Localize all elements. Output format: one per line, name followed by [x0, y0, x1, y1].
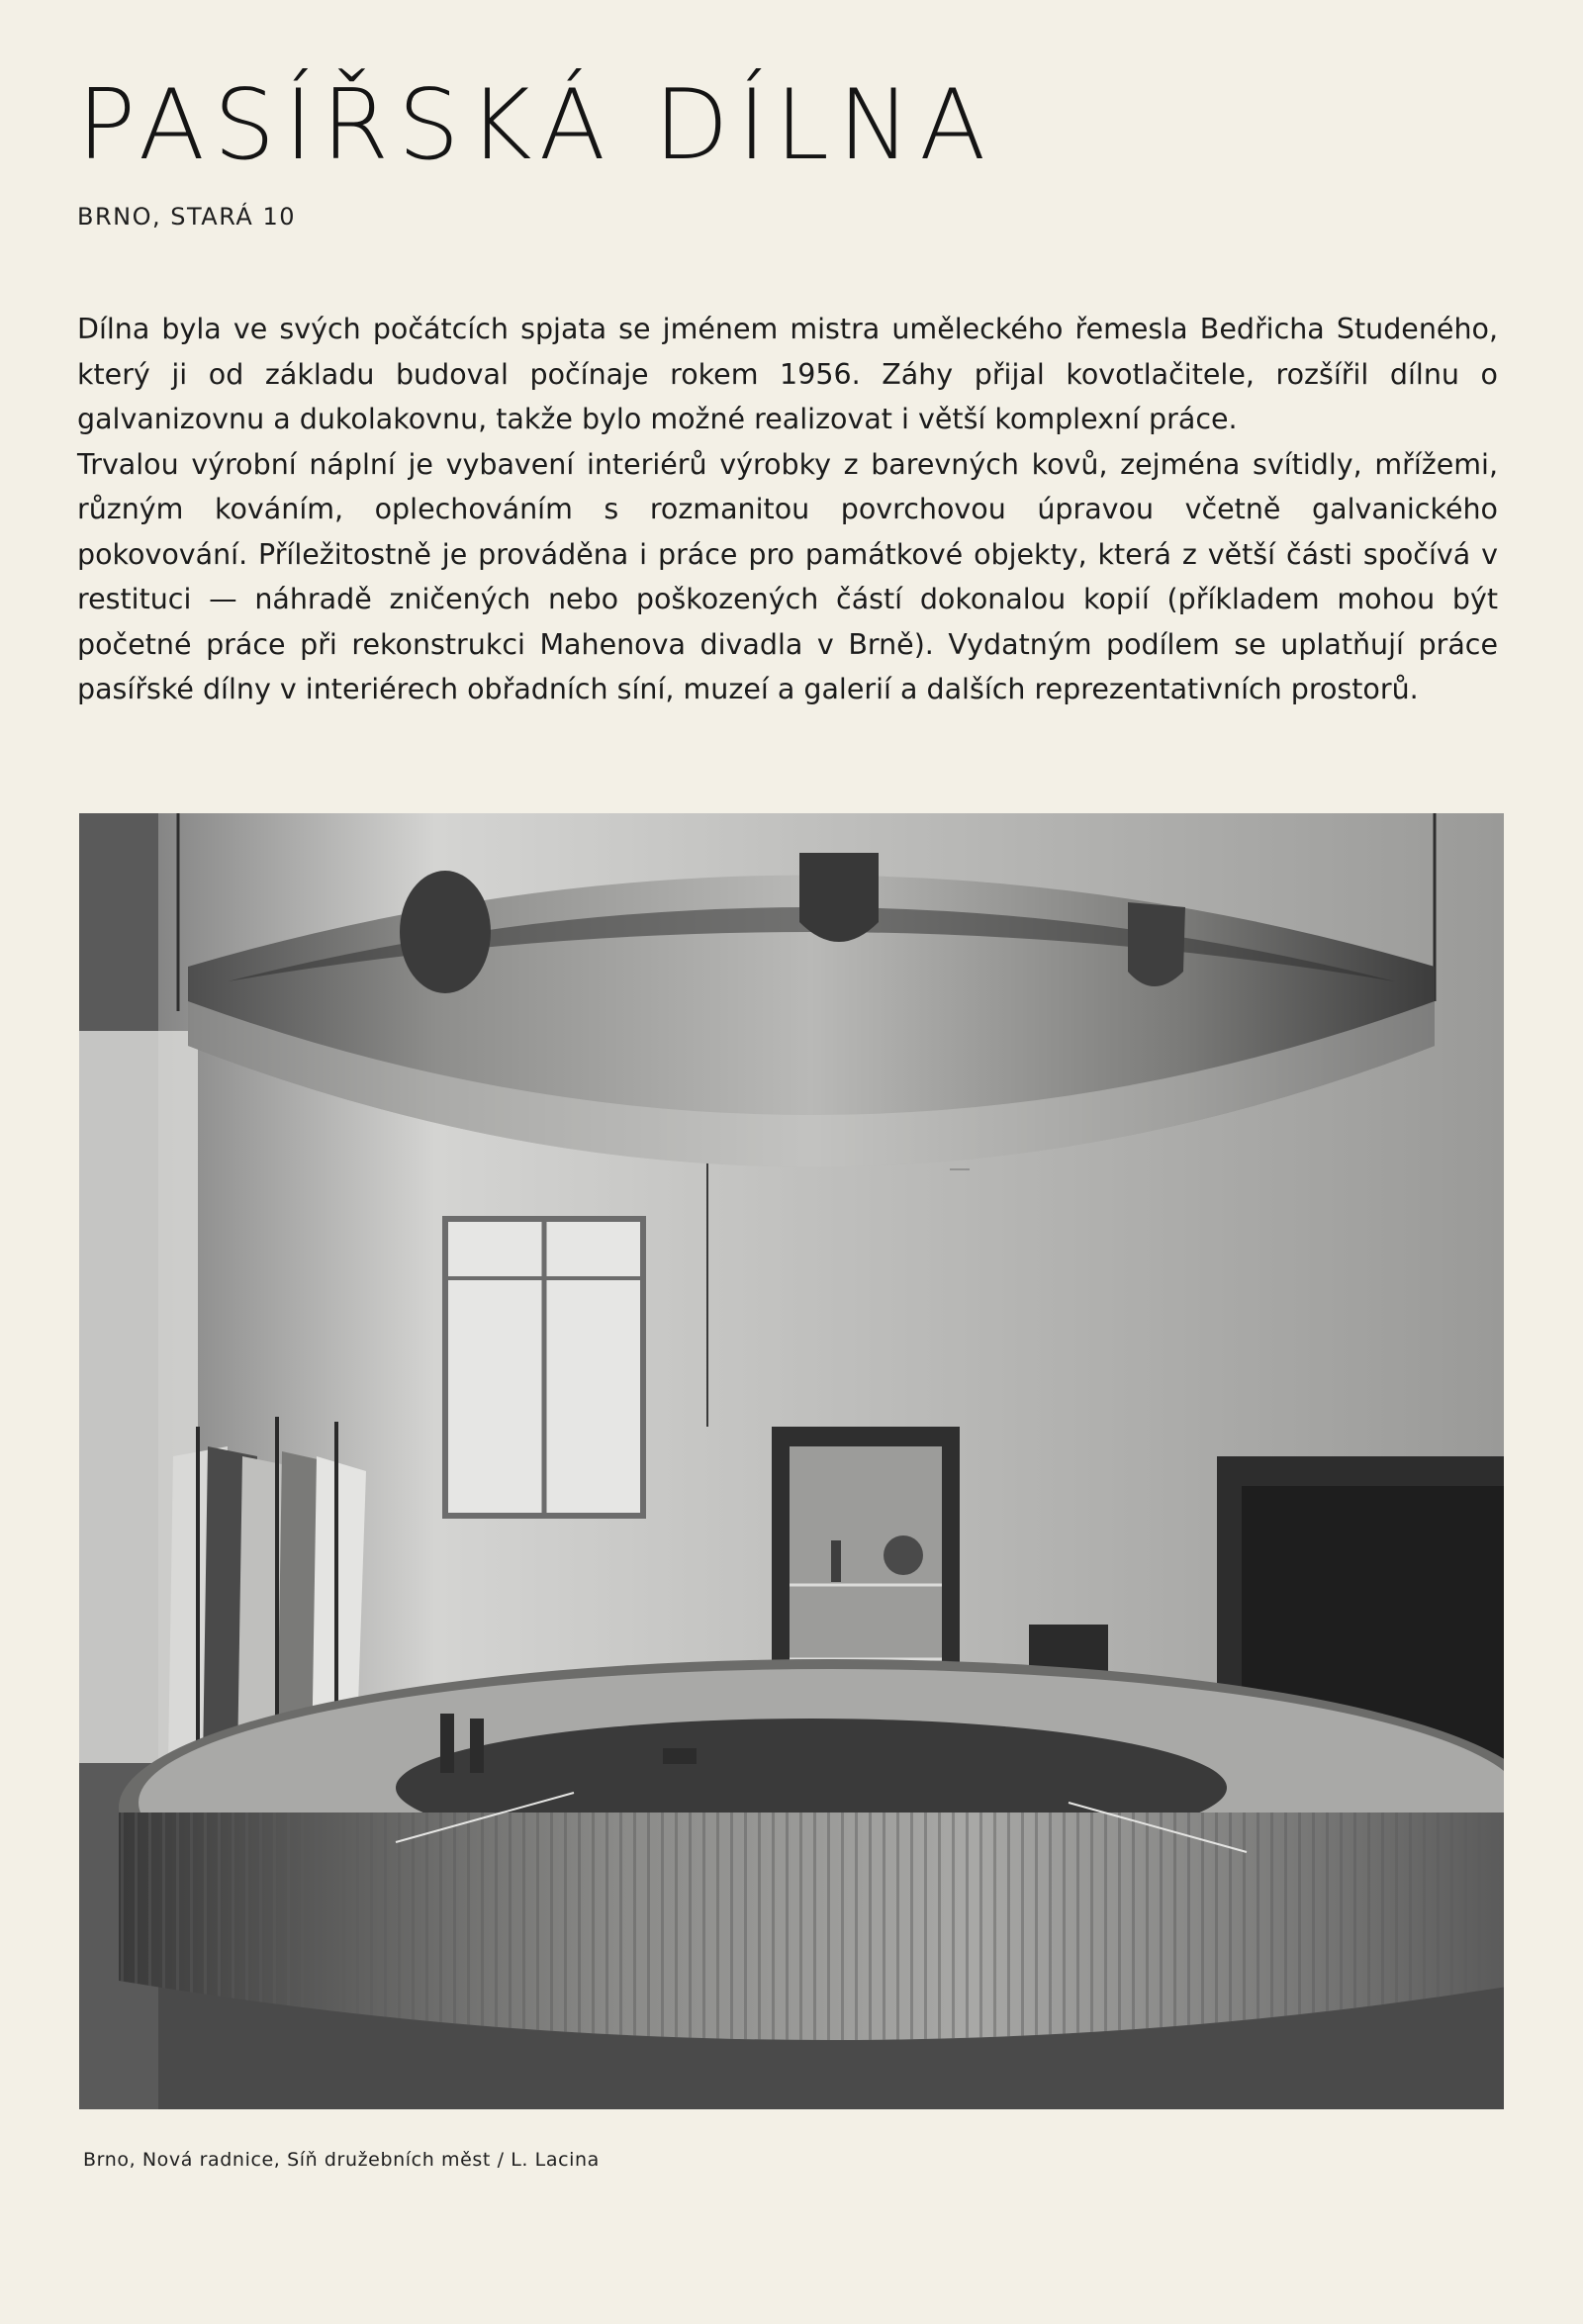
- photo-caption: Brno, Nová radnice, Síň družebních měst / L. Lacina: [83, 2149, 600, 2171]
- paragraph-history: Dílna byla ve svých počátcích spjata se jménem mistra uměleckého řemesla Bedřicha Studeného, který ji od základu budoval počínaje rokem 1956. Záhy přijal kovotlačitele, rozšířil dílnu o galvanizovnu a dukolakovnu, takže bylo možné realizovat i větší komplexní práce.: [77, 313, 1498, 435]
- round-display-table: [119, 1659, 1504, 2040]
- paragraph-production: Trvalou výrobní náplní je vybavení interiérů výrobky z barevných kovů, zejména svítidly, mřížemi, různým kováním, oplechováním s rozmanitou povrchovou úpravou včetně galvanického pokovování. Příležitostně je prováděna i práce pro památkové objekty, která z větší části spočívá v restituci — náhradě zničených nebo poškozených částí dokonalou kopií (příkladem mohou být početné práce při rekonstrukci Mahenova divadla v Brně). Vydatným podílem se uplatňují práce pasířské dílny v interiérech obřadních síní, muzeí a galerií a dalších reprezentativních prostorů.: [77, 447, 1498, 705]
- photo-illustration: [79, 813, 1504, 2109]
- body-text: [77, 307, 1498, 712]
- interior-photograph: [79, 813, 1504, 2109]
- page-subtitle-address: BRNO, STARÁ 10: [77, 203, 296, 231]
- page-title: PASÍŘSKÁ DÍLNA: [77, 69, 995, 182]
